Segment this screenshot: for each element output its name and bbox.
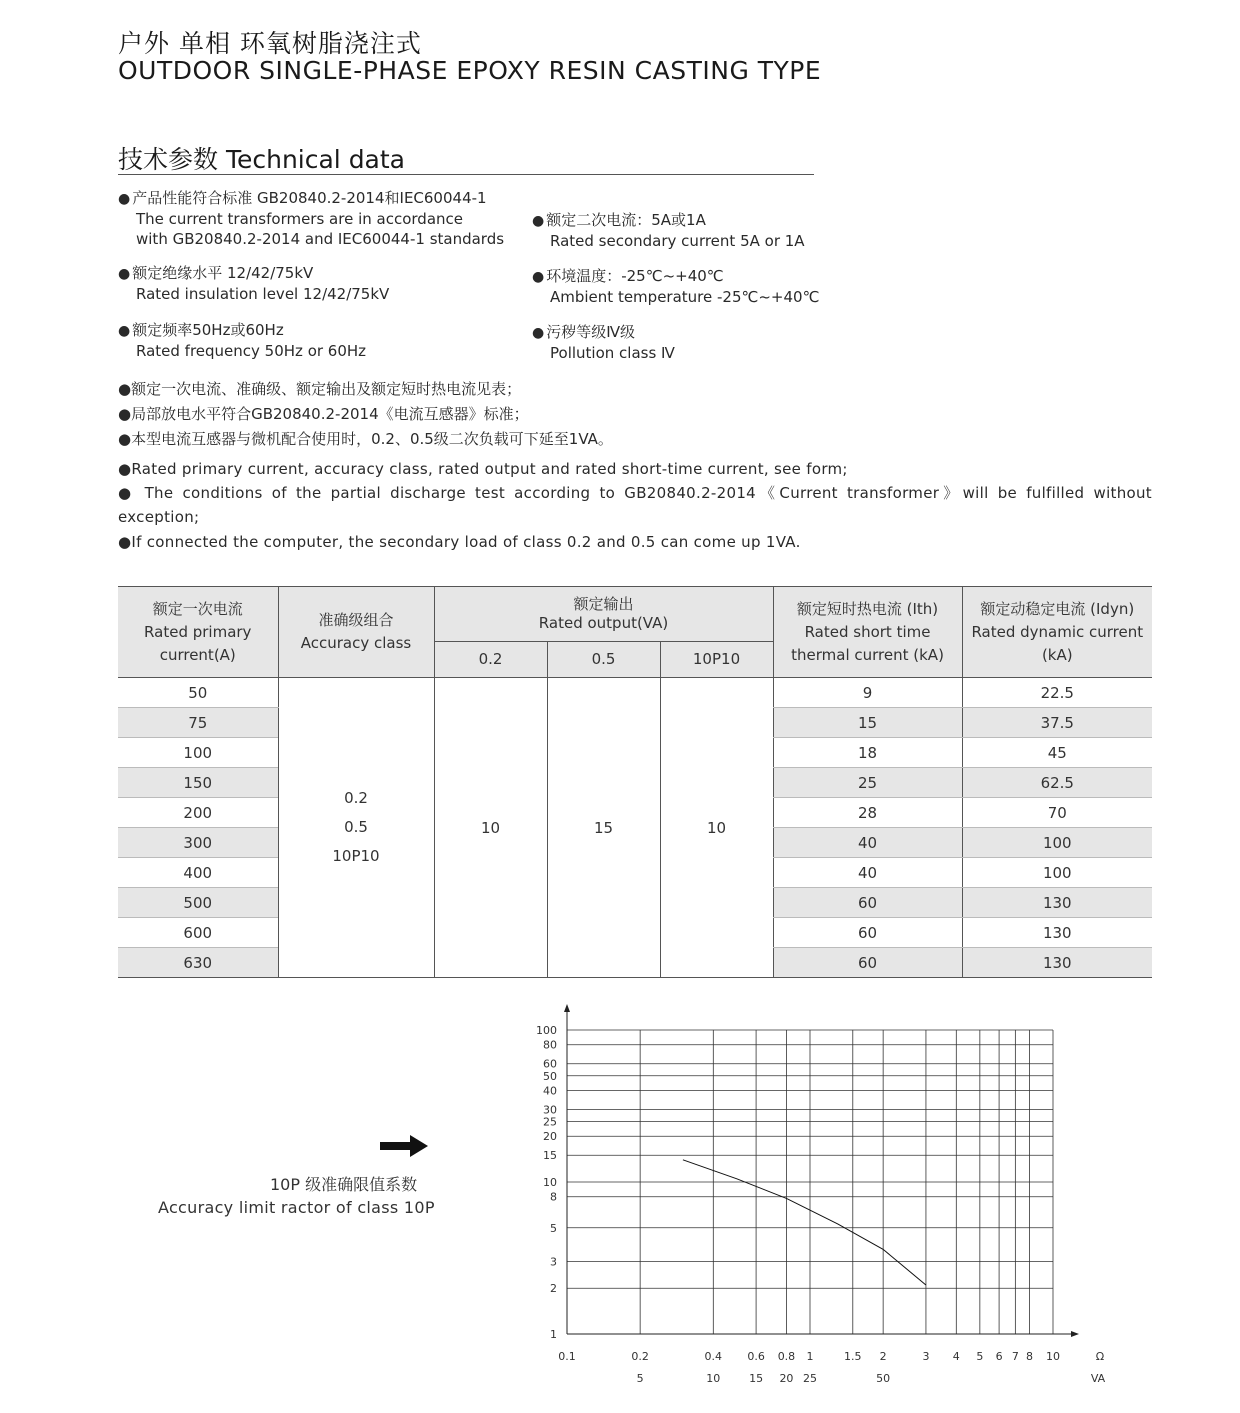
y-tick-label: 50 bbox=[543, 1069, 557, 1083]
spec-insulation bbox=[118, 263, 389, 304]
x-tick-label: 1.5 bbox=[844, 1350, 862, 1363]
x2-tick-label: 20 bbox=[779, 1372, 794, 1385]
section-title: 技术参数 Technical data bbox=[118, 145, 405, 174]
x-tick-label: 2 bbox=[879, 1350, 887, 1363]
header-text: 额定输出 bbox=[573, 595, 634, 613]
note-cn-1 bbox=[118, 402, 529, 426]
x-tick-label: 8 bbox=[1025, 1350, 1033, 1363]
cell-ith: 60 bbox=[773, 888, 962, 918]
y-tick-label: 25 bbox=[543, 1115, 557, 1129]
spec-pollution-en: Pollution class Ⅳ bbox=[550, 344, 675, 362]
spec-standard-en2: with GB20840.2-2014 and IEC60044-1 standards bbox=[136, 230, 505, 248]
y-tick-label: 10 bbox=[543, 1176, 557, 1189]
header-text: thermal current (kA) bbox=[791, 645, 944, 664]
spec-pollution-cn: 污秽等级Ⅳ级 bbox=[546, 323, 636, 341]
chart-caption-cn: 10P 级准确限值系数 bbox=[270, 1175, 418, 1194]
x-tick-label: 0.2 bbox=[631, 1350, 649, 1363]
header-text: 额定一次电流 bbox=[152, 599, 243, 618]
cell-ith: 60 bbox=[773, 918, 962, 948]
x-tick-label: 0.8 bbox=[777, 1350, 796, 1363]
cell-primary: 600 bbox=[118, 918, 278, 948]
header-text: Rated output(VA) bbox=[538, 614, 669, 632]
header-rated-output bbox=[434, 587, 773, 642]
spec-pollution bbox=[532, 322, 675, 363]
cell-primary: 150 bbox=[118, 768, 278, 798]
header-text: Accuracy class bbox=[300, 634, 412, 652]
y-tick-label: 2 bbox=[550, 1282, 557, 1296]
y-tick-label: 8 bbox=[550, 1190, 557, 1204]
cell-idyn: 62.5 bbox=[962, 768, 1152, 798]
spec-frequency-cn: 额定频率50Hz或60Hz bbox=[132, 321, 284, 339]
cell-idyn: 130 bbox=[962, 948, 1152, 978]
bullet-icon: ● bbox=[118, 430, 132, 448]
header-text: Rated primary bbox=[144, 622, 252, 641]
cell-primary: 630 bbox=[118, 948, 278, 978]
bullet-icon: ● bbox=[118, 266, 131, 282]
y-tick-label: 15 bbox=[543, 1149, 557, 1163]
y-tick-label: 5 bbox=[550, 1221, 557, 1235]
note-en-text: The conditions of the partial discharge test according to GB20840.2-2014《Current transformer》will be fulfilled without exception; bbox=[118, 484, 1152, 526]
note-cn-text: 额定一次电流、准确级、额定输出及额定短时热电流见表； bbox=[131, 380, 522, 398]
spec-secondary-current bbox=[532, 210, 805, 251]
header-text: 额定动稳定电流 (Idyn) bbox=[980, 599, 1135, 618]
x2-tick-label: 10 bbox=[706, 1372, 721, 1385]
header-accuracy-class bbox=[278, 587, 434, 678]
x-tick-label: 6 bbox=[995, 1350, 1003, 1363]
x2-tick-label: 15 bbox=[749, 1372, 764, 1385]
note-cn-text: 局部放电水平符合GB20840.2-2014《电流互感器》标准； bbox=[131, 405, 529, 423]
note-cn-2 bbox=[118, 427, 613, 451]
bullet-icon: ● bbox=[532, 325, 545, 341]
x-tick-label: 7 bbox=[1011, 1350, 1019, 1363]
cell-ith: 18 bbox=[773, 738, 962, 768]
x-tick-label: 0.1 bbox=[558, 1350, 576, 1363]
spec-temperature-en: Ambient temperature -25℃~+40℃ bbox=[550, 288, 820, 306]
bullet-icon: ● bbox=[118, 191, 131, 207]
header-text: Rated dynamic current bbox=[971, 622, 1144, 641]
x-tick-label: 1 bbox=[806, 1350, 814, 1363]
x2-tick-label: 50 bbox=[876, 1372, 891, 1385]
cell-output-05: 15 bbox=[547, 678, 660, 978]
y-tick-label: 20 bbox=[543, 1130, 557, 1144]
bullet-icon: ● bbox=[532, 269, 545, 285]
spec-temperature bbox=[532, 266, 819, 307]
cell-ith: 28 bbox=[773, 798, 962, 828]
chart-caption-en: Accuracy limit ractor of class 10P bbox=[158, 1198, 435, 1217]
cell-idyn: 100 bbox=[962, 828, 1152, 858]
cell-idyn: 70 bbox=[962, 798, 1152, 828]
header-primary-current bbox=[118, 587, 278, 678]
x2-unit-label: VA bbox=[1090, 1372, 1106, 1385]
bullet-icon: ● bbox=[118, 380, 132, 398]
y-tick-label: 60 bbox=[543, 1057, 557, 1071]
spec-standard-en1: The current transformers are in accordance bbox=[136, 210, 463, 228]
spec-frequency-en: Rated frequency 50Hz or 60Hz bbox=[136, 342, 367, 360]
bullet-icon: ● bbox=[532, 213, 545, 229]
x-axis-arrow bbox=[1071, 1331, 1079, 1337]
cell-primary: 50 bbox=[118, 678, 278, 708]
cell-ith: 40 bbox=[773, 828, 962, 858]
spec-temperature-cn: 环境温度：-25℃~+40℃ bbox=[546, 267, 724, 285]
cell-ith: 9 bbox=[773, 678, 962, 708]
header-output-02: 0.2 bbox=[434, 642, 547, 678]
spec-standard-cn: 产品性能符合标准 GB20840.2-2014和IEC60044-1 bbox=[132, 189, 487, 207]
header-text: 准确级组合 bbox=[318, 611, 394, 629]
note-en-2 bbox=[118, 530, 1152, 554]
y-tick-label: 40 bbox=[543, 1084, 557, 1098]
cell-ith: 25 bbox=[773, 768, 962, 798]
y-tick-label: 80 bbox=[543, 1038, 557, 1052]
spec-secondary-cn: 额定二次电流：5A或1A bbox=[546, 211, 706, 229]
accuracy-value: 0.2 bbox=[344, 789, 368, 807]
bullet-icon: ● bbox=[118, 405, 132, 423]
series-line-10p bbox=[683, 1160, 926, 1285]
accuracy-value: 10P10 bbox=[332, 847, 380, 865]
cell-idyn: 100 bbox=[962, 858, 1152, 888]
cell-idyn: 130 bbox=[962, 888, 1152, 918]
spec-secondary-en: Rated secondary current 5A or 1A bbox=[550, 232, 805, 250]
cell-accuracy bbox=[278, 678, 434, 978]
table-row bbox=[118, 678, 1152, 708]
y-tick-label: 1 bbox=[550, 1328, 557, 1341]
x-unit-label: Ω bbox=[1095, 1350, 1105, 1363]
y-tick-label: 3 bbox=[550, 1255, 557, 1269]
cell-idyn: 37.5 bbox=[962, 708, 1152, 738]
x-tick-label: 0.4 bbox=[704, 1350, 723, 1363]
note-en-text: Rated primary current, accuracy class, rated output and rated short-time current, see form; bbox=[131, 460, 848, 478]
accuracy-limit-chart bbox=[520, 1000, 1130, 1400]
bullet-icon: ● bbox=[118, 484, 136, 502]
header-output-10p10: 10P10 bbox=[660, 642, 773, 678]
header-text: (kA) bbox=[1041, 645, 1073, 664]
cell-primary: 300 bbox=[118, 828, 278, 858]
x-tick-label: 0.6 bbox=[747, 1350, 765, 1363]
header-text: Rated short time bbox=[804, 622, 931, 641]
note-cn-0 bbox=[118, 377, 521, 401]
cell-ith: 15 bbox=[773, 708, 962, 738]
y-tick-label: 100 bbox=[536, 1024, 557, 1037]
page-title-en: OUTDOOR SINGLE-PHASE EPOXY RESIN CASTING TYPE bbox=[118, 56, 822, 85]
cell-primary: 75 bbox=[118, 708, 278, 738]
header-text: current(A) bbox=[159, 645, 236, 664]
spec-standard bbox=[118, 188, 504, 249]
bullet-icon: ● bbox=[118, 460, 132, 478]
header-thermal-current bbox=[773, 587, 962, 678]
cell-output-02: 10 bbox=[434, 678, 547, 978]
y-tick-label: 30 bbox=[543, 1103, 557, 1117]
bullet-icon: ● bbox=[118, 533, 132, 551]
cell-idyn: 45 bbox=[962, 738, 1152, 768]
bullet-icon: ● bbox=[118, 323, 131, 339]
x-tick-label: 10 bbox=[1046, 1350, 1060, 1363]
note-en-text: If connected the computer, the secondary load of class 0.2 and 0.5 can come up 1VA. bbox=[131, 533, 801, 551]
cell-ith: 60 bbox=[773, 948, 962, 978]
x-tick-label: 4 bbox=[952, 1350, 960, 1363]
cell-primary: 100 bbox=[118, 738, 278, 768]
y-axis-arrow bbox=[564, 1004, 570, 1012]
cell-output-10p10: 10 bbox=[660, 678, 773, 978]
x2-tick-label: 5 bbox=[636, 1372, 644, 1385]
arrow-right-icon bbox=[380, 1135, 430, 1157]
note-en-0 bbox=[118, 457, 1152, 481]
spec-frequency bbox=[118, 320, 366, 361]
accuracy-value: 0.5 bbox=[344, 818, 368, 836]
x-tick-label: 5 bbox=[976, 1350, 984, 1363]
section-divider bbox=[118, 174, 814, 175]
cell-ith: 40 bbox=[773, 858, 962, 888]
cell-primary: 400 bbox=[118, 858, 278, 888]
note-cn-text: 本型电流互感器与微机配合使用时，0.2、0.5级二次负载可下延至1VA。 bbox=[131, 430, 613, 448]
spec-insulation-en: Rated insulation level 12/42/75kV bbox=[136, 285, 390, 303]
cell-primary: 500 bbox=[118, 888, 278, 918]
spec-insulation-cn: 额定绝缘水平 12/42/75kV bbox=[132, 264, 314, 282]
page-title-cn: 户外 单相 环氧树脂浇注式 bbox=[118, 29, 422, 58]
note-en-1 bbox=[118, 481, 1152, 529]
cell-primary: 200 bbox=[118, 798, 278, 828]
technical-data-table bbox=[118, 586, 1152, 978]
header-dynamic-current bbox=[962, 587, 1152, 678]
x2-tick-label: 25 bbox=[803, 1372, 817, 1385]
x-tick-label: 3 bbox=[922, 1350, 930, 1363]
header-text: 额定短时热电流 (Ith) bbox=[796, 599, 939, 618]
cell-idyn: 22.5 bbox=[962, 678, 1152, 708]
header-output-05: 0.5 bbox=[547, 642, 660, 678]
cell-idyn: 130 bbox=[962, 918, 1152, 948]
